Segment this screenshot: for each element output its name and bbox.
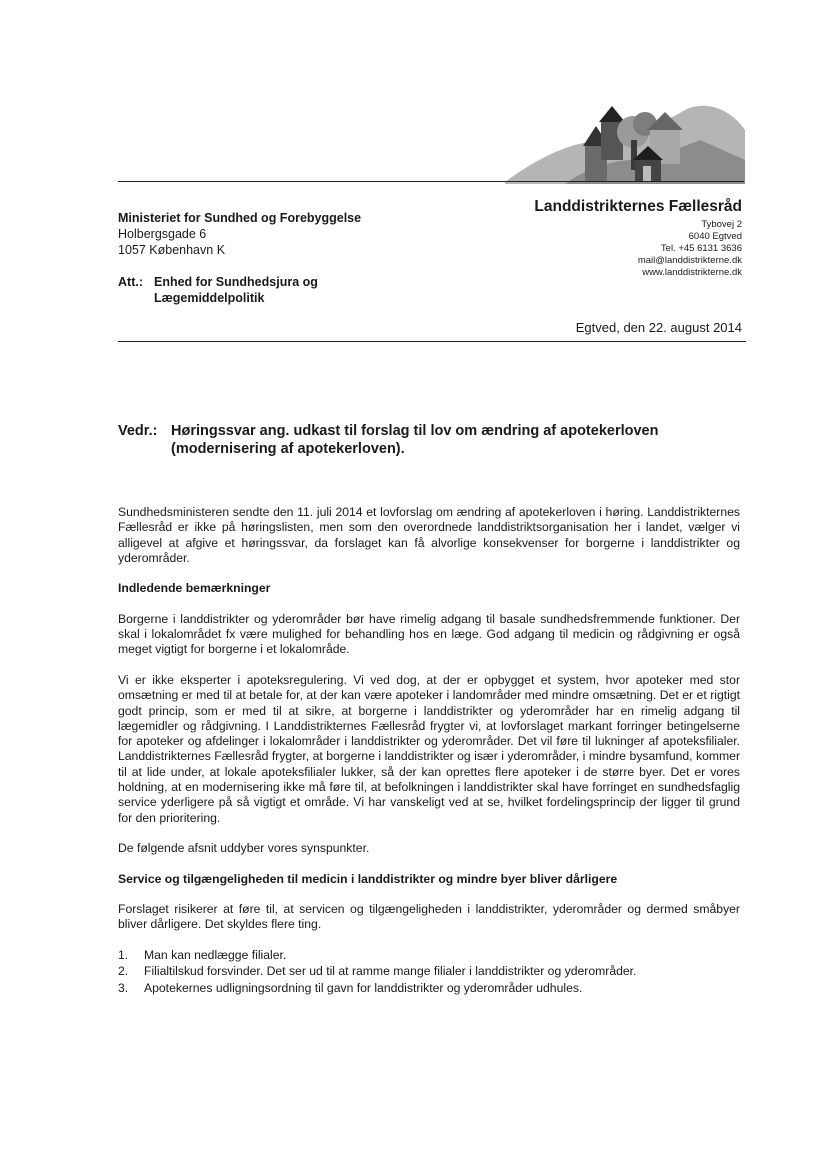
subject-line1: Høringssvar ang. udkast til forslag til lov om ændring af apotekerloven [171,423,659,439]
paragraph-proposal: Forslaget risikerer at føre til, at servicen og tilgængeligheden i landdistrikter, yderområder og dermed småbyer bliver dårligere. Det skyldes flere ting. [118,902,740,932]
subject-line2: (modernisering af apotekerloven). [171,441,405,457]
sender-email: mail@landdistrikterne.dk [637,255,742,266]
list-item: 1. Man kan nedlægge filialer. [118,948,287,963]
recipient-address [118,210,361,258]
list-item: 3. Apotekernes udligningsordning til gavn for landdistrikter og yderområder udhules. [118,980,583,995]
att-label: Att.: [118,275,143,289]
recipient-org: Ministeriet for Sundhed og Forebyggelse [118,211,362,225]
recipient-street: Holbergsgade 6 [118,227,207,241]
subject-line [118,422,738,458]
sender-street: Tybovej 2 [701,219,742,230]
recipient-city: 1057 København K [118,243,226,257]
sender-phone: Tel. +45 6131 3636 [660,243,742,254]
reasons-list [118,948,740,996]
paragraph-access: Borgerne i landdistrikter og yderområder bør have rimelig adgang til basale sundhedsfremmende funktioner. Der skal i lokalområdet fx være mulighed for behandling hos en læge. God adgang til medicin og rådgivning er også meget vigtigt for borgerne i et lokalområde. [118,611,740,657]
att-line1: Enhed for Sundhedsjura og [154,275,318,289]
attention-block [118,274,318,306]
sender-city: 6040 Egtved [688,231,742,242]
heading-service: Service og tilgængeligheden til medicin i landdistrikter og mindre byer bliver dårligere [118,871,618,886]
paragraph-intro: Sundhedsministeren sendte den 11. juli 2014 et lovforslag om ændring af apotekerloven i høring. Landdistrikternes Fællesråd er ikke på høringslisten, men som den overordnede landdistriktsorganisation her i landet, vælger vi alligevel at afgive et høringssvar, da forslaget kan få alvorlige konsekvenser for borgerne i landdistrikter og yderområder. [118,505,740,565]
sender-name: Landdistrikternes Fællesråd [534,198,742,215]
letter-date: Egtved, den 22. august 2014 [575,320,742,335]
sender-web: www.landdistrikterne.dk [642,267,742,278]
sender-address [534,198,742,279]
paragraph-following: De følgende afsnit uddyber vores synspunkter. [118,841,370,856]
heading-introductory-remarks: Indledende bemærkninger [118,581,271,596]
att-line2: Lægemiddelpolitik [154,291,265,305]
date-rule [118,341,746,342]
paragraph-regulation: Vi er ikke eksperter i apoteksregulering. Vi ved dog, at der er opbygget et system, hvor apoteker med stor omsætning er med til at betale for, at der kan være apoteker i landområder med mindre omsætning. Det er et rigtigt godt princip, som er med til at sikre, at borgerne i landdistrikter og yderområder har en rimelig adgang til lægemidler og rådgivning. I Landdistrikternes Fællesråd frygter vi, at lovforslaget markant forringer betingelserne for apoteker og afdelinger i lokalområder i landdistrikter og yderområder. Det vil føre til lukninger af apoteksfilialer. Landdistrikternes Fællesråd frygter, at borgerne i landdistrikter og især i yderområder, i mindre bysamfund, kommer til at lide under, at lokale apoteksfilialer lukker, så der kan oprettes flere apoteker i de større byer. Det er vores holdning, at en modernisering ikke må føre til, at befolkningen i landdistrikter skal have forringet en sundhedsfaglig service yderligere på så vigtigt et område. Vi har vanskeligt ved at se, hvilket fordelingsprincip der ligger til grund for den prioritering. [118,672,740,825]
subject-label: Vedr.: [118,423,158,439]
village-logo-icon [505,100,745,184]
letter-body [118,505,740,997]
top-rule [118,181,744,182]
list-item: 2. Filialtilskud forsvinder. Det ser ud til at ramme mange filialer i landdistrikter og yderområder. [118,964,637,979]
